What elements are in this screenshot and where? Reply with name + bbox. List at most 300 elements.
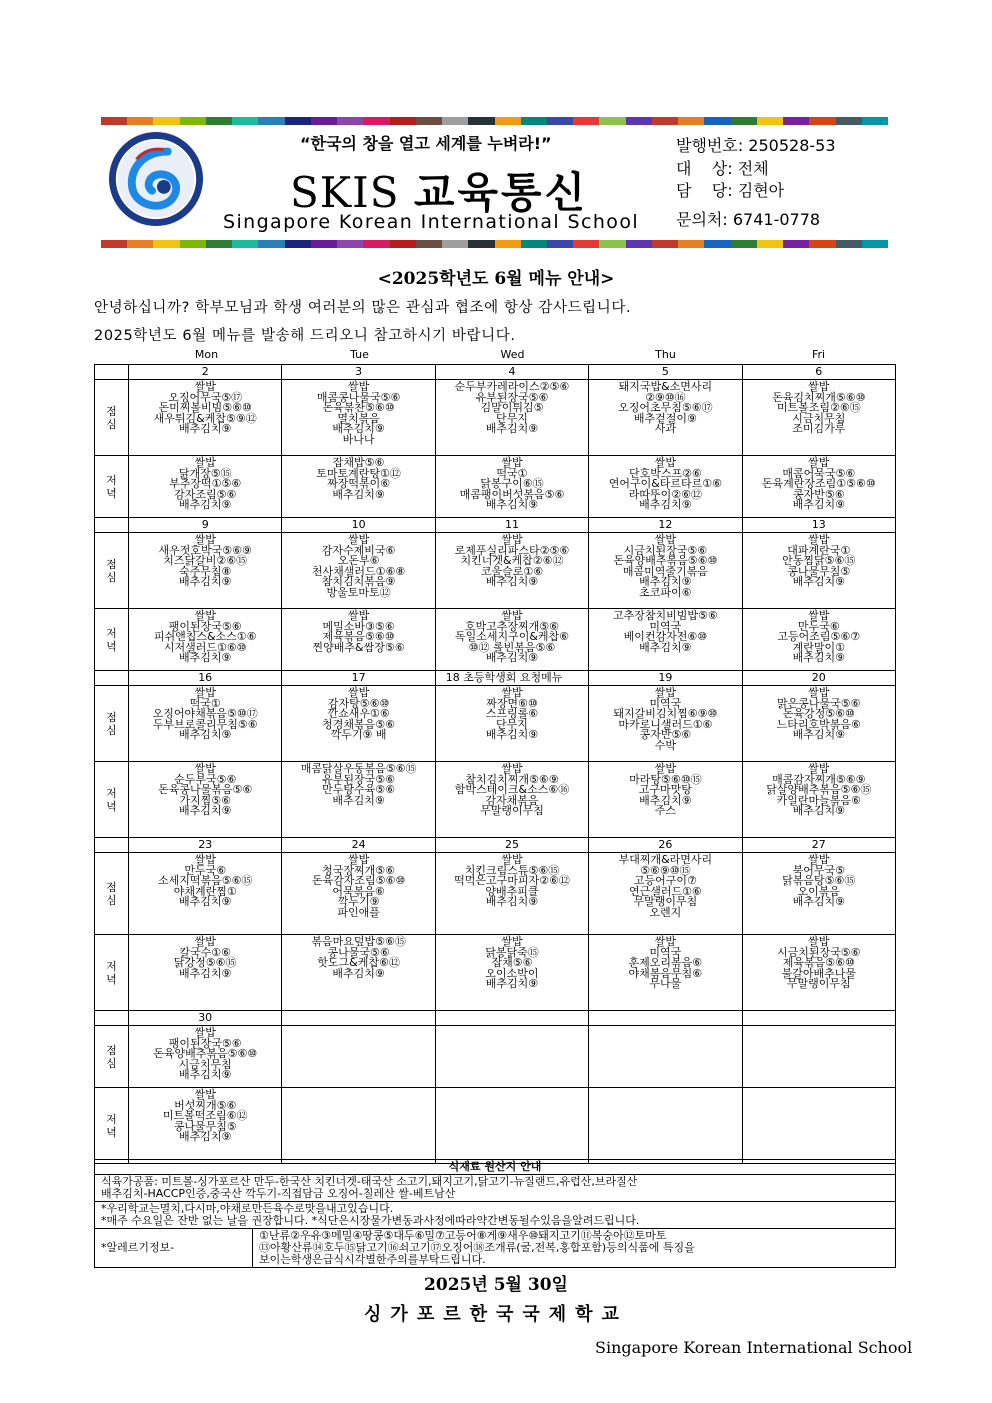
menu-item: 짜장면⑥⑩ [486, 696, 538, 710]
dinner-menu-cell [589, 609, 742, 671]
menu-item: 오징어초무침⑤⑥⑰ [618, 401, 713, 414]
stripe-segment [573, 117, 599, 125]
stripe-segment [180, 117, 206, 125]
date-cell: 12 [589, 518, 742, 533]
meal-label-char: 심 [106, 1056, 117, 1070]
date-row [95, 1011, 896, 1026]
menu-item: 숙주무침⑧ [179, 564, 232, 578]
menu-item: 카일란마늘볶음⑥ [776, 793, 861, 807]
lunch-menu-cell [742, 686, 895, 762]
menu-item: 깐쇼새우①⑥ [327, 707, 390, 720]
menu-item: 팽이된장국⑤⑥ [168, 1036, 242, 1050]
dinner-menu-cell [282, 456, 435, 518]
menu-item: 연근샐러드①⑥ [628, 884, 702, 898]
dinner-menu-cell [282, 935, 435, 1011]
menu-item: 메밀소바③⑤⑥ [322, 619, 395, 633]
menu-item: 참치김치볶음⑨ [321, 575, 396, 588]
menu-item: 쌀밥 [654, 456, 676, 469]
menu-item: 매콤팽이버섯볶음⑤⑥ [459, 487, 565, 501]
menu-item: 맑은콩나물국⑤⑥ [777, 696, 861, 710]
lunch-menu-cell [435, 533, 588, 609]
stripe-segment [416, 240, 442, 248]
date-row-spacer [95, 518, 129, 533]
menu-heading: <2025학년도 6월 메뉴 안내> [377, 269, 615, 289]
menu-item: 쌀밥 [808, 609, 830, 622]
stripe-segment [363, 117, 389, 125]
lunch-menu-cell [129, 1026, 282, 1088]
menu-item: 쌀밥 [194, 762, 216, 775]
menu-item: 초코파이⑥ [639, 585, 692, 599]
menu-item: 미트볼떡조림⑥⑫ [162, 1109, 248, 1122]
menu-item: 배추김치⑨ [485, 498, 539, 511]
menu-item: 미역국 [649, 619, 682, 633]
stripe-segment [704, 117, 730, 125]
color-stripe-bottom [101, 240, 888, 248]
stripe-segment [101, 240, 127, 248]
dinner-row [95, 456, 896, 518]
stripe-segment [442, 240, 468, 248]
menu-item: 배추김치⑨ [485, 977, 539, 990]
menu-item: 배추김치⑨ [179, 966, 232, 980]
menu-item: 스프링롤⑥ [485, 707, 539, 720]
weekday-fri: Fri [811, 348, 826, 361]
meal-label-char: 녁 [106, 799, 117, 813]
menu-item: 오이소박이 [485, 966, 539, 980]
lunch-menu-cell [282, 686, 435, 762]
menu-item: 고구마맛탕 [638, 783, 692, 796]
lunch-row [95, 853, 896, 935]
lunch-menu-cell [129, 686, 282, 762]
date-cell: 18 초등학생회 요청메뉴 [435, 671, 588, 686]
dinner-menu-cell [435, 456, 588, 518]
menu-item: 양배추피클 [485, 884, 539, 898]
stripe-segment [731, 240, 757, 248]
menu-item: 함박스테이크&소스⑥⑯ [454, 783, 570, 796]
stripe-segment [757, 240, 783, 248]
date-cell [282, 1011, 435, 1026]
menu-item: 쌀밥 [808, 686, 830, 699]
menu-item: 소세지떡볶음⑤⑥⑮ [157, 874, 253, 887]
stripe-segment [836, 240, 862, 248]
menu-item: 팽이된장국⑤⑥ [168, 619, 242, 633]
meta-phone: 문의처: 6741-0778 [676, 210, 821, 229]
allergy-line: ⑬아황산류⑭호두⑮닭고기⑯쇠고기⑰오징어⑱조개류(굴,전복,홍합포함)등의식품에 특징을 [259, 1241, 695, 1254]
date-row-spacer [95, 838, 129, 853]
menu-item: 배추김치⑨ [792, 498, 845, 511]
menu-item: 돈육콩나물볶음⑤⑥ [158, 783, 253, 796]
menu-item: 돈육강정⑤⑥⑩ [782, 707, 855, 720]
menu-item: 쌀밥 [194, 1088, 216, 1101]
menu-item: 천사채샐러드①⑥⑧ [311, 564, 406, 578]
menu-item: 치즈닭갈비②⑥⑮ [163, 554, 248, 567]
menu-item: 계란말이① [792, 640, 845, 654]
menu-item: 배추김치⑨ [179, 728, 232, 741]
date-cell: 9 [129, 518, 282, 533]
meal-label-char: 점 [106, 1043, 117, 1057]
meal-label-char: 녁 [106, 1125, 117, 1139]
menu-item: 돈육감자조림⑤⑥⑩ [311, 874, 406, 887]
origin-line: 배추김치-HACCP인증,중국산 깍두기-직접담금 오징어-칠레산 쌀-베트남산 [101, 1187, 456, 1200]
stripe-segment [363, 240, 389, 248]
menu-item: 어묵볶음⑥ [332, 884, 385, 898]
menu-item: 닭볶음탕⑤⑥⑮ [782, 874, 856, 887]
dinner-row [95, 762, 896, 838]
menu-item: 무나물 [649, 977, 682, 990]
menu-item: 쌀밥 [501, 609, 523, 622]
menu-item: 배추김치⑨ [485, 575, 539, 588]
stripe-segment [495, 240, 521, 248]
menu-item: 배추김치⑨ [792, 728, 845, 741]
lunch-menu-cell [282, 853, 435, 935]
menu-item: 북어무국⑤ [792, 863, 845, 877]
menu-item: 시금치된장국⑤⑥ [623, 543, 708, 557]
date-cell: 26 [589, 838, 742, 853]
stripe-segment [836, 117, 862, 125]
stripe-segment [757, 117, 783, 125]
stripe-segment [862, 117, 888, 125]
date-row [95, 838, 896, 853]
menu-item: 버섯찌개⑤⑥ [174, 1098, 237, 1112]
menu-item: 고추장참치비빔밥⑤⑥ [613, 609, 718, 622]
title-korean: 교육통신 [413, 168, 589, 217]
date-cell: 3 [282, 365, 435, 380]
menu-item: 야채볶음무침⑥ [628, 966, 703, 980]
meal-label-char: 점 [106, 710, 117, 724]
menu-item: 떡국① [496, 466, 528, 480]
stripe-segment [232, 117, 258, 125]
notice-line: *매주 수요일은 잔반 없는 날을 권장합니다. *식단은시장물가변동과사정에따라약간변동될수있음을알려드립니다. [101, 1214, 640, 1227]
date-cell: 13 [742, 518, 895, 533]
lunch-menu-cell [129, 380, 282, 456]
date-cell: 11 [435, 518, 588, 533]
menu-item: 고등어구이⑦ [633, 874, 697, 887]
menu-item: 불갈아배추나물 [781, 966, 856, 980]
dinner-menu-cell [742, 456, 895, 518]
menu-item: 감자채볶음 [485, 793, 539, 807]
stripe-segment [442, 117, 468, 125]
menu-item: 배추겉절이⑨ [633, 411, 697, 425]
menu-item: 마라탕⑤⑥⑩⑮ [629, 772, 702, 786]
menu-item: 방울토마토⑫ [326, 585, 391, 599]
stripe-segment [285, 240, 311, 248]
menu-item: 짜장떡볶이⑥ [327, 477, 391, 490]
stripe-segment [206, 117, 232, 125]
menu-item: 바나나 [342, 432, 375, 446]
menu-item: 배추김치⑨ [179, 575, 232, 588]
menu-item: 단무지 [496, 717, 528, 731]
menu-item: 돈육볶찬⑤⑥⑩ [322, 401, 395, 414]
menu-item: 새우젓호박국⑤⑥⑨ [158, 543, 252, 557]
menu-item: 무말랭이무침 [480, 804, 544, 817]
menu-item: 미역국 [649, 696, 682, 710]
menu-item: 매콤닭살우동볶음⑤⑥⑮ [300, 762, 417, 775]
menu-item: 사과 [654, 422, 676, 435]
menu-item: 오징어무국⑤⑰ [168, 390, 243, 404]
menu-item: 핫도그&케찹⑥⑫ [317, 956, 400, 969]
menu-item: 연어구이&타르타르①⑥ [608, 477, 723, 490]
menu-item: 콩나물국⑤⑥ [327, 945, 390, 959]
menu-item: 시저샐러드①⑥⑩ [163, 640, 247, 654]
stripe-segment [783, 240, 809, 248]
stripe-segment [285, 117, 311, 125]
menu-item: 콩나물무침⑤ [787, 564, 851, 578]
meal-label-char: 저 [106, 786, 117, 800]
menu-item: 코울슬로①⑥ [480, 564, 544, 578]
menu-item: 순두부국⑤⑥ [174, 772, 237, 786]
menu-item: 배추김치⑨ [485, 728, 539, 741]
menu-item: 독일소세지구이&케찹⑥ [454, 630, 570, 643]
date-cell: 2 [129, 365, 282, 380]
menu-item: 돈육계란장조림①⑤⑥⑩ [761, 477, 876, 490]
menu-item: 치킨크림스튜⑤⑥⑮ [464, 863, 560, 877]
dinner-menu-cell [435, 762, 588, 838]
intro-line-1: 안녕하십니까? 학부모님과 학생 여러분의 많은 관심과 협조에 항상 감사드립니다. [94, 300, 632, 316]
date-cell: 10 [282, 518, 435, 533]
lunch-menu-cell [282, 533, 435, 609]
menu-item: 매콤미역줄기볶음 [622, 564, 708, 578]
menu-item: 쌀밥 [194, 1026, 216, 1039]
lunch-row [95, 533, 896, 609]
meal-label-char: 점 [106, 404, 117, 418]
menu-item: 찐양배추&쌈장⑤⑥ [312, 640, 405, 654]
lunch-menu-cell [129, 533, 282, 609]
dinner-row [95, 609, 896, 671]
dinner-menu-cell [129, 762, 282, 838]
stripe-segment [652, 240, 678, 248]
stripe-segment [862, 240, 888, 248]
stripe-segment [678, 117, 704, 125]
meal-label-char: 심 [106, 570, 117, 584]
stripe-segment [390, 117, 416, 125]
menu-item: 오돈부⑥ [337, 554, 380, 567]
date-row-spacer [95, 671, 129, 686]
menu-item: 파인애플 [337, 905, 380, 919]
stripe-segment [547, 117, 573, 125]
menu-item: 대파계란국① [787, 543, 851, 557]
date-row [95, 518, 896, 533]
notice-info [95, 1202, 896, 1229]
origin-line: 식육가공품: 미트볼-싱가포르산 만두-한국산 치킨너겟-태국산 소고기,돼지고기,닭고기-뉴질랜드,유럽산,브라질산 [101, 1175, 638, 1188]
stripe-segment [337, 117, 363, 125]
dinner-menu-cell [589, 456, 742, 518]
stripe-segment [652, 117, 678, 125]
issue-date: 2025년 5월 30일 [424, 1275, 568, 1295]
dinner-menu-cell [742, 609, 895, 671]
menu-item: 오이볶음 [797, 884, 841, 898]
menu-item: 주스 [654, 804, 676, 817]
origin-info [95, 1175, 896, 1202]
lunch-menu-cell [589, 1026, 742, 1088]
menu-item: 떡국① [189, 696, 221, 710]
lunch-menu-cell [742, 853, 895, 935]
lunch-menu-cell [589, 380, 742, 456]
menu-item: 쌀밥 [501, 935, 523, 948]
menu-item: 만두국⑥ [184, 863, 227, 877]
stripe-segment [127, 117, 153, 125]
date-cell: 20 [742, 671, 895, 686]
dinner-label [95, 935, 129, 1011]
menu-item: 배추김치⑨ [332, 487, 385, 501]
menu-item: 배추김치⑨ [179, 422, 232, 435]
intro-line-2: 2025학년도 6월 메뉴를 발송해 드리오니 참고하시기 바랍니다. [94, 328, 516, 344]
menu-item: 배추김치⑨ [179, 1130, 232, 1143]
lunch-label [95, 380, 129, 456]
school-subtitle: Singapore Korean International School [223, 211, 640, 233]
menu-item: 치킨너겟&케찹②⑥⑫ [460, 554, 564, 567]
meal-label-char: 점 [106, 557, 117, 571]
menu-item: 돈육양배추볶음⑤⑥⑩ [613, 554, 718, 567]
menu-item: 토마토계란탕①⑫ [316, 466, 401, 480]
menu-item: 매콤감자찌개⑤⑥⑨ [772, 772, 866, 786]
menu-item: 쌀밥 [501, 533, 523, 546]
menu-item: 배추김치⑨ [179, 498, 232, 511]
menu-item: 잡채밥⑤⑥ [332, 456, 385, 469]
date-row-spacer [95, 365, 129, 380]
menu-item: 피쉬앤칩스&소스①⑥ [153, 630, 257, 643]
menu-item: 로제푸실리파스타②⑤⑥ [454, 543, 570, 557]
date-cell: 25 [435, 838, 588, 853]
menu-item: 무말랭이무침 [786, 977, 851, 990]
menu-item: 배추김치⑨ [639, 575, 692, 588]
menu-item: 단호박스프②⑥ [628, 466, 702, 480]
stripe-segment [206, 240, 232, 248]
dinner-menu-cell [129, 1088, 282, 1164]
menu-item: 배추김치⑨ [792, 895, 845, 908]
stripe-segment [547, 240, 573, 248]
stripe-segment [468, 117, 494, 125]
menu-item: 돈미찌볼비빔⑤⑥⑩ [158, 401, 252, 414]
menu-item: 청경채볶음⑤⑥ [322, 717, 396, 731]
menu-item: ⑩⑫ 롤빈볶음⑤⑥ [468, 640, 556, 654]
menu-item: 콩자반⑤⑥ [792, 487, 845, 501]
menu-item: 닭봉닭죽⑮ [485, 945, 539, 959]
stripe-segment [731, 117, 757, 125]
stripe-segment [311, 117, 337, 125]
menu-item: 배추김치⑨ [332, 966, 385, 980]
menu-item: 감자수제비국⑥ [321, 543, 396, 557]
menu-item: 쌀밥 [808, 533, 830, 546]
menu-item: 김말이튀김⑤ [480, 401, 544, 414]
menu-item: 쌀밥 [654, 935, 676, 948]
weekday-tue: Tue [350, 348, 369, 361]
lunch-menu-cell [282, 1026, 435, 1088]
menu-item: 닭개장⑤⑮ [178, 466, 232, 480]
stripe-segment [153, 117, 179, 125]
dinner-menu-cell [435, 1088, 588, 1164]
stripe-segment [311, 240, 337, 248]
meal-label-char: 저 [106, 959, 117, 973]
menu-item: 새우튀김&케찹⑤⑨⑫ [153, 411, 257, 425]
menu-item: 쌀밥 [194, 456, 216, 469]
menu-item: 돈육김치찌개⑤⑥⑩ [772, 390, 866, 404]
menu-item: 배추김치⑨ [179, 651, 232, 664]
menu-item: 쌀밥 [194, 686, 216, 699]
menu-item: 배추김치⑨ [792, 804, 845, 817]
stripe-segment [416, 117, 442, 125]
menu-item: 쌀밥 [347, 380, 370, 393]
menu-item: 만두탕수육⑤⑥ [322, 783, 396, 796]
dinner-menu-cell [589, 1088, 742, 1164]
stripe-segment [232, 240, 258, 248]
dinner-label [95, 762, 129, 838]
menu-item: 참치김치찌개⑤⑥⑨ [465, 772, 559, 786]
menu-item: 제육볶음⑤⑥⑩ [322, 630, 395, 643]
dinner-menu-cell [129, 609, 282, 671]
meta-audience: 대 상: 전체 [676, 159, 769, 178]
menu-item: 닭봉구이⑥⑮ [480, 477, 544, 490]
meal-label-char: 녁 [106, 486, 117, 500]
origin-table [94, 1159, 896, 1268]
menu-table [94, 364, 896, 1164]
menu-item: 닭강정⑤⑥⑮ [173, 956, 237, 969]
weekday-thu: Thu [655, 348, 676, 361]
date-cell: 17 [282, 671, 435, 686]
meal-label-char: 심 [106, 417, 117, 431]
menu-item: 깍두기⑨ 배 [330, 728, 387, 741]
date-cell: 23 [129, 838, 282, 853]
stripe-segment [809, 240, 835, 248]
allergy-info [253, 1229, 896, 1268]
menu-item: 배추김치⑨ [792, 651, 845, 664]
date-row [95, 365, 896, 380]
menu-item: 쌀밥 [347, 609, 370, 622]
menu-item: 콩나물무침⑤ [173, 1119, 237, 1133]
stripe-segment [180, 240, 206, 248]
stripe-segment [521, 117, 547, 125]
menu-item: 깍두기⑨ [337, 895, 380, 908]
menu-item: 배추김치⑨ [792, 575, 845, 588]
stripe-segment [599, 240, 625, 248]
menu-item: 배추김치⑨ [639, 640, 692, 654]
lunch-menu-cell [282, 380, 435, 456]
menu-item: 쌀밥 [347, 533, 370, 546]
menu-item: 멸치볶음 [337, 411, 380, 425]
stripe-segment [599, 117, 625, 125]
menu-item: 야채계란찜① [173, 884, 237, 898]
menu-item: 오렌지 [649, 905, 682, 919]
menu-item: 쌀밥 [194, 609, 216, 622]
menu-item: 배추김치⑨ [639, 498, 692, 511]
menu-item: 미역국 [649, 945, 682, 959]
menu-item: 배추김치⑨ [485, 651, 539, 664]
menu-item: 베이컨감자전⑥⑩ [623, 630, 708, 643]
meal-label-char: 녁 [106, 639, 117, 653]
stripe-segment [809, 117, 835, 125]
menu-item: 제육볶음⑤⑥⑩ [782, 956, 855, 969]
stripe-segment [468, 240, 494, 248]
dinner-menu-cell [129, 935, 282, 1011]
menu-item: 배추김치⑨ [639, 793, 692, 807]
stripe-segment [678, 240, 704, 248]
date-cell [589, 1011, 742, 1026]
menu-item: 부추장떡①⑤⑥ [169, 477, 242, 490]
dinner-label [95, 1088, 129, 1164]
date-cell: 16 [129, 671, 282, 686]
date-cell [435, 1011, 588, 1026]
menu-item: 돈육양배추볶음⑤⑥⑩ [153, 1047, 258, 1060]
dinner-menu-cell [589, 935, 742, 1011]
lunch-menu-cell [129, 853, 282, 935]
menu-item: 쌀밥 [501, 456, 523, 469]
menu-item: 배추김치⑨ [332, 793, 385, 807]
menu-item: 가지찜⑤⑥ [179, 793, 231, 807]
weekday-mon: Mon [194, 348, 219, 361]
date-cell: 19 [589, 671, 742, 686]
menu-item: 쌀밥 [808, 853, 830, 866]
dinner-menu-cell [742, 935, 895, 1011]
menu-item: 두부브로콜리무침⑤⑥ [152, 717, 258, 731]
meal-label-char: 저 [106, 473, 117, 487]
